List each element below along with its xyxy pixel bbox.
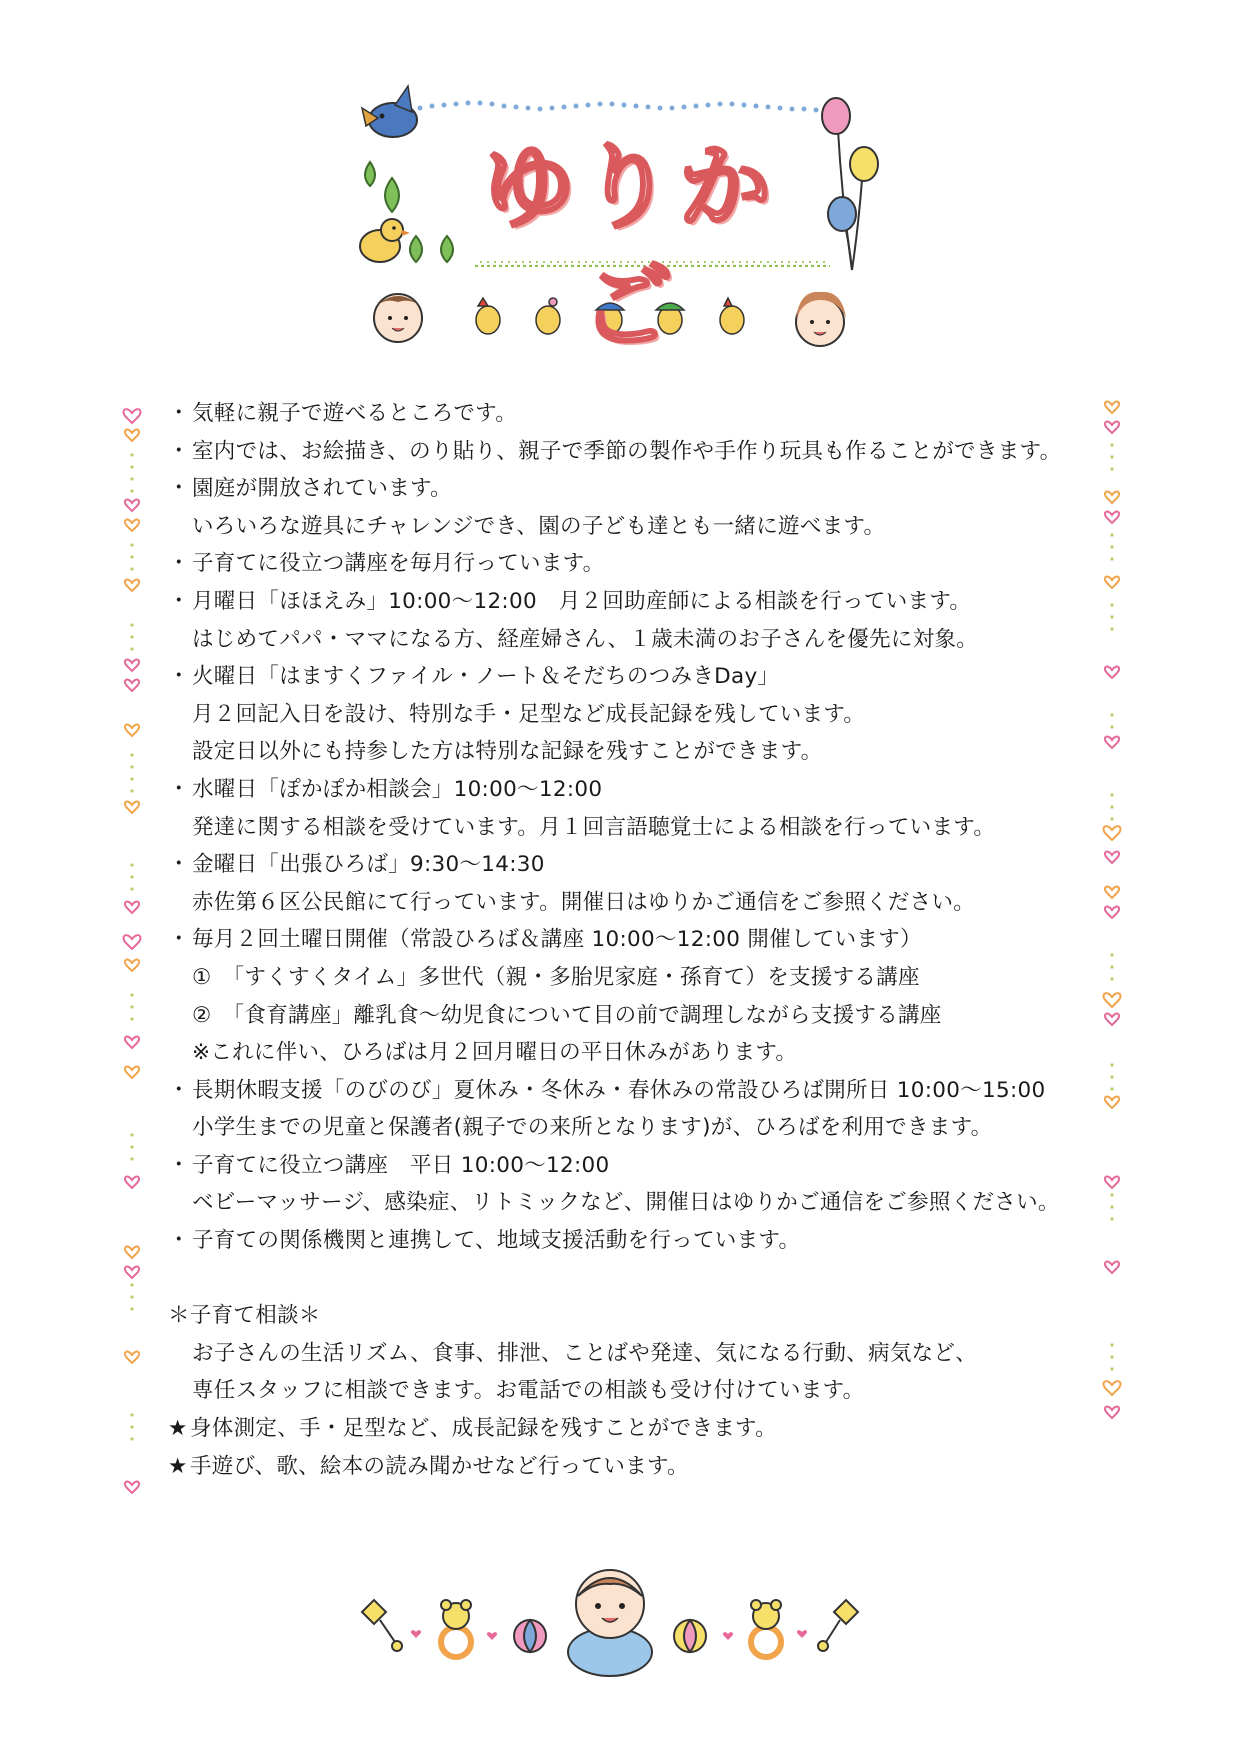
- item-text: 長期休暇支援「のびのび」夏休み・冬休み・春休みの常設ひろば開所日 10:00～15:00: [192, 1077, 1046, 1103]
- item-text: 小学生までの児童と保護者(親子での来所となります)が、ひろばを利用できます。: [192, 1115, 993, 1141]
- chick-icon: [360, 219, 410, 262]
- item-text: 室内では、お絵描き、のり貼り、親子で季節の製作や手作り玩具も作ることができます。: [192, 438, 1062, 464]
- item-text: 月２回記入日を設け、特別な手・足型など成長記録を残しています。: [192, 701, 866, 727]
- info-list: [168, 395, 1078, 1485]
- bear-ring-icon: [441, 1600, 471, 1657]
- heart-icon: [1104, 402, 1121, 1418]
- item-text: はじめてパパ・ママになる方、経産婦さん、１歳未満のお子さんを優先に対象。: [192, 626, 979, 652]
- star-icon: ★: [168, 1416, 188, 1442]
- bullet-mark: ・: [168, 551, 190, 577]
- bullet-mark: ・: [168, 664, 190, 690]
- list-item: [168, 771, 1078, 809]
- item-text: 金曜日「出張ひろば」9:30～14:30: [192, 852, 545, 878]
- list-item-continuation: [168, 884, 1078, 922]
- star-icon: ★: [168, 1453, 188, 1479]
- list-item-continuation: [168, 959, 1078, 997]
- balloon-icon: [822, 98, 878, 270]
- item-text: 園庭が開放されています。: [192, 476, 452, 502]
- star-item: [168, 1448, 1078, 1486]
- heart-icon: [487, 1632, 497, 1640]
- bullet-mark: ・: [168, 588, 190, 614]
- item-text: ＊子育て相談＊: [168, 1303, 321, 1329]
- list-item-continuation: [168, 1372, 1078, 1410]
- item-text: 子育ての関係機関と連携して、地域支援活動を行っています。: [192, 1228, 801, 1254]
- list-item-continuation: [168, 997, 1078, 1035]
- bullet-mark: ・: [168, 401, 190, 426]
- spacer: [168, 1260, 1078, 1298]
- heart-icon: [124, 409, 141, 1493]
- item-text: 赤佐第６区公民館にて行っています。開催日はゆりかご通信をご参照ください。: [192, 889, 976, 915]
- list-item-continuation: [168, 1335, 1078, 1373]
- list-item-continuation: [168, 621, 1078, 659]
- item-text: 設定日以外にも持参した方は特別な記録を残すことができます。: [192, 739, 823, 765]
- child-face-icon: [796, 292, 846, 346]
- dotted-border-top: [418, 101, 819, 113]
- decorative-border-left: [118, 395, 148, 1515]
- item-text: 子育てに役立つ講座 平日 10:00～12:00: [192, 1152, 610, 1178]
- item-text: ① 「すくすくタイム」多世代（親・多胎児家庭・孫育て）を支援する講座: [192, 964, 920, 990]
- list-item: [168, 545, 1078, 583]
- item-text: ベビーマッサージ、感染症、リトミックなど、開催日はゆりかご通信をご参照ください。: [192, 1190, 1060, 1216]
- list-item: [168, 1222, 1078, 1260]
- bullet-mark: ・: [168, 476, 190, 502]
- list-item: [168, 658, 1078, 696]
- ball-icon: [674, 1620, 706, 1652]
- heart-icon: [723, 1632, 733, 1640]
- rattle-icon: [362, 1600, 402, 1651]
- item-text: ② 「食育講座」離乳食～幼児食について目の前で調理しながら支援する講座: [192, 1002, 942, 1028]
- item-text: 気軽に親子で遊べるところです。: [192, 401, 518, 426]
- list-item: [168, 846, 1078, 884]
- bullet-mark: ・: [168, 927, 190, 953]
- child-face-icon: [374, 294, 422, 342]
- bullet-mark: ・: [168, 776, 190, 802]
- page-title: ゆりかご: [482, 134, 777, 361]
- list-item-continuation: [168, 1297, 1078, 1335]
- bird-icon: [362, 86, 417, 137]
- bullet-mark: ・: [168, 1077, 190, 1103]
- item-text: 発達に関する相談を受けています。月１回言語聴覚士による相談を行っています。: [192, 814, 996, 840]
- list-item: [168, 1072, 1078, 1110]
- list-item-continuation: [168, 1184, 1078, 1222]
- heart-icon: [411, 1630, 421, 1638]
- item-text: 身体測定、手・足型など、成長記録を残すことができます。: [190, 1416, 777, 1442]
- ball-icon: [514, 1620, 546, 1652]
- bullet-mark: ・: [168, 1228, 190, 1254]
- item-text: 子育てに役立つ講座を毎月行っています。: [192, 551, 605, 577]
- list-item-continuation: [168, 809, 1078, 847]
- list-item-continuation: [168, 508, 1078, 546]
- item-text: いろいろな遊具にチャレンジでき、園の子ども達とも一緒に遊べます。: [192, 513, 886, 539]
- list-item: [168, 583, 1078, 621]
- list-item: [168, 395, 1078, 433]
- star-item: [168, 1410, 1078, 1448]
- item-text: 月曜日「ほほえみ」10:00～12:00 月２回助産師による相談を行っています。: [192, 588, 972, 614]
- footer-illustration: [340, 1560, 880, 1680]
- bear-ring-icon: [751, 1600, 781, 1657]
- list-item-continuation: [168, 1109, 1078, 1147]
- bullet-mark: ・: [168, 1152, 190, 1178]
- item-text: 毎月２回土曜日開催（常設ひろば＆講座 10:00～12:00 開催しています）: [192, 927, 922, 953]
- item-text: 火曜日「はますくファイル・ノート＆そだちのつみきDay」: [192, 664, 780, 690]
- list-item: [168, 433, 1078, 471]
- bullet-mark: ・: [168, 852, 190, 878]
- list-item-continuation: [168, 733, 1078, 771]
- rattle-icon: [818, 1600, 858, 1651]
- item-text: 専任スタッフに相談できます。お電話での相談も受け付けています。: [192, 1378, 865, 1404]
- item-text: 水曜日「ぽかぽか相談会」10:00～12:00: [192, 776, 603, 802]
- list-item-continuation: [168, 696, 1078, 734]
- list-item: [168, 921, 1078, 959]
- list-item: [168, 1147, 1078, 1185]
- item-text: お子さんの生活リズム、食事、排泄、ことばや発達、気になる行動、病気など、: [192, 1340, 978, 1366]
- list-item: [168, 470, 1078, 508]
- list-item-continuation: [168, 1034, 1078, 1072]
- item-text: ※これに伴い、ひろばは月２回月曜日の平日休みがあります。: [192, 1040, 798, 1066]
- bullet-mark: ・: [168, 438, 190, 464]
- decorative-border-right: [1098, 395, 1128, 1515]
- header-illustration: [0, 0, 1241, 380]
- heart-icon: [797, 1630, 807, 1638]
- item-text: 手遊び、歌、絵本の読み聞かせなど行っています。: [190, 1453, 689, 1479]
- baby-icon: [568, 1570, 652, 1676]
